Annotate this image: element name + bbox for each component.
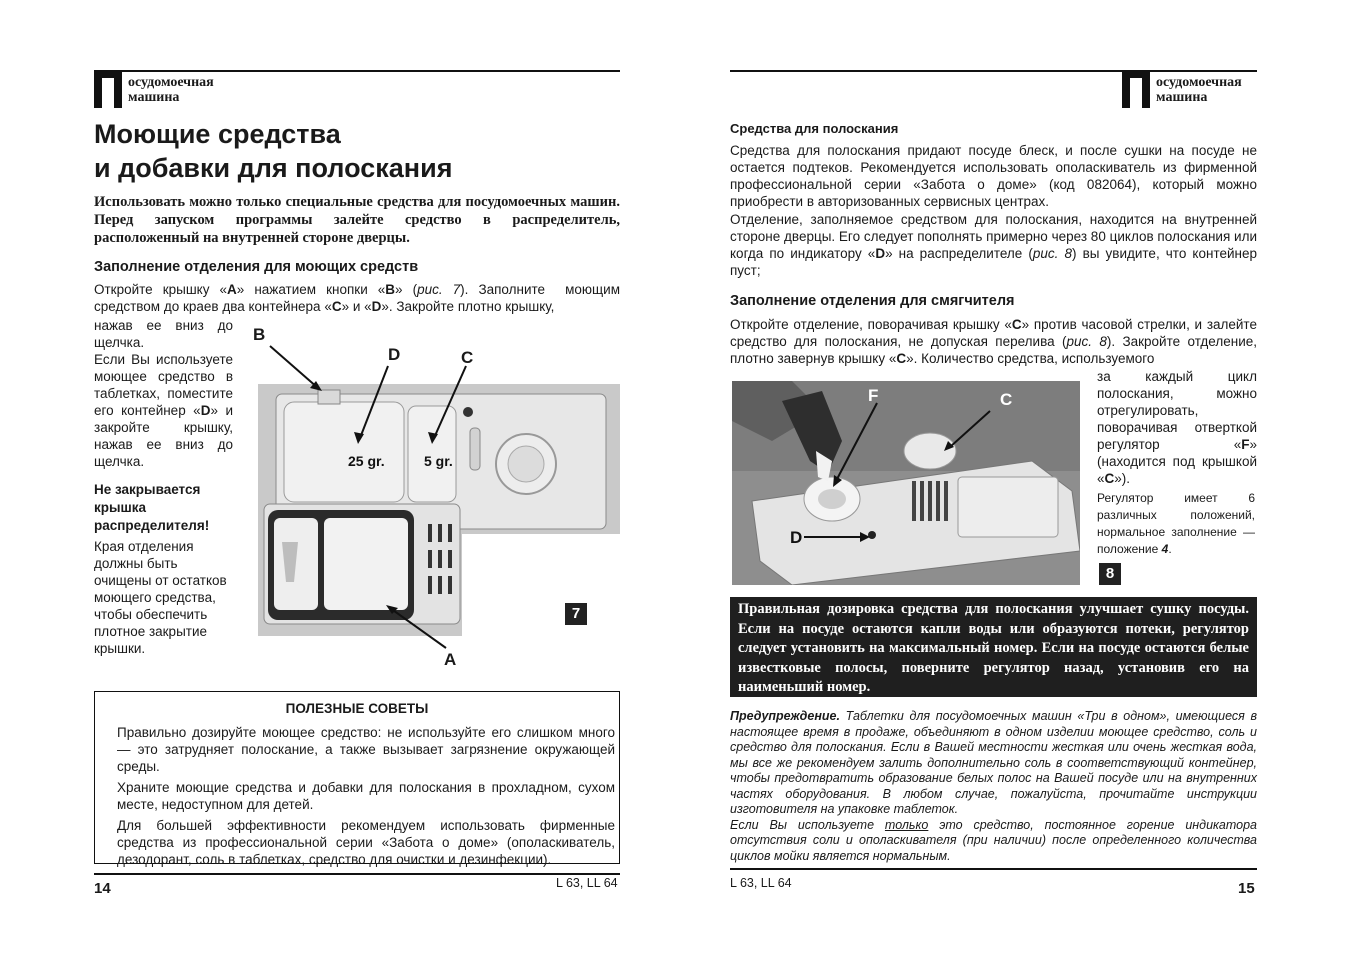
section-title: осудомоечная машина xyxy=(1156,75,1242,105)
label-c: C xyxy=(461,348,474,367)
section-title: осудомоечная машина xyxy=(128,75,214,105)
heading-detergent: Заполнение отделения для моющих средств xyxy=(94,259,419,275)
page-title: Моющие средства и добавки для полоскания xyxy=(94,119,453,183)
label-c: C xyxy=(1000,390,1013,409)
para-rinse-2: Отделение, заполняемое средством для полоскания, находится на внутренней стороне дверцы. Его следует пополнять примерно через 80 циклов полоскания или когда по индикатору «D» на распределителе (рис. 8) вы увидите, что контейнер пуст; xyxy=(730,212,1257,278)
header-rule xyxy=(94,70,620,72)
heading-softener: Заполнение отделения для смягчителя xyxy=(730,293,1015,309)
warning-heading: Не закрывается крышка распределителя! xyxy=(94,482,210,533)
footer-rule xyxy=(730,868,1257,870)
warning-text: Края отделения должны быть очищены от остатков моющего средства, чтобы обеспечить плотное закрытие крышки. xyxy=(94,539,227,656)
rinse-figure-8 xyxy=(732,381,1080,585)
label-f: F xyxy=(868,386,879,405)
label-25gr: 25 gr. xyxy=(348,453,385,469)
para-side: за каждый цикл полоскания, можно отрегулировать, поворачивая отверткой регулятор «F» (находится под крышкой «C»). xyxy=(1097,369,1257,486)
heading-rinse: Средства для полоскания xyxy=(730,121,899,136)
warning-text: Предупреждение. Таблетки для посудомоечных машин «Три в одном», имеющиеся в настоящее время в продаже, объединяют в одном изделии моющее средство, соль и средство для полоскания. Если в Вашей местности жесткая или очень жесткая вода, мы все же рекомендуем залить дополнительно соль в соответствующий контейнер, чтобы предотвратить образование белых полос на Вашей посуде или на внутренних частях оборудования. В любом случае, пожалуйста, прочитайте инструкции изготовителя на упаковке таблеток. Если Вы используете только это средство, постоянное горение индикатора отсутствия соли и ополаскивателя (при наличии) после определенного количества циклов мойки является нормальным. xyxy=(730,709,1258,863)
footer-rule xyxy=(94,873,620,875)
section-mark-icon xyxy=(94,72,122,108)
intro-text: Использовать можно только специальные средства для посудомоечных машин. Перед запуском программы залейте средство в распределитель, расположенный на внутренней стороне дверцы. xyxy=(94,194,620,246)
page-number: 15 xyxy=(1238,880,1255,897)
para-side: нажав ее вниз до щелчка. Если Вы используете моющее средство в таблетках, поместите его контейнер «D» и закройте крышку, нажав ее вниз до щелчка. xyxy=(94,318,233,469)
label-d: D xyxy=(790,528,803,547)
page-number: 14 xyxy=(94,880,111,897)
para-softener: Откройте отделение, поворачивая крышку «C» против часовой стрелки, и залейте средство для полоскания, не допуская перелива (рис. 8). Закройте отделение, плотно завернув крышку «C». Количество средства, используемого xyxy=(730,317,1258,366)
label-b: B xyxy=(253,325,266,344)
rinse-dispenser-drawing xyxy=(732,381,1080,585)
regulator-note: Регулятор имеет 6 различных положений, нормальное заполнение — положение 4. xyxy=(1097,491,1255,556)
para-rinse-1: Средства для полоскания придают посуде блеск, и после сушки на посуде не остается подтеков. Рекомендуется использовать ополаскиватель из фирменной профессиональной серии «Забота о доме» (код 082064), который можно приобрести в авторизованных сервисных центрах. xyxy=(730,143,1257,209)
tips-box xyxy=(94,691,620,867)
section-mark-icon xyxy=(1122,72,1150,108)
tip-item: Правильно дозируйте моющее средство: не используйте его слишком много — это затрудняет полоскание, а также вызывает загрязнение окружающей среды. xyxy=(117,725,615,774)
label-5gr: 5 gr. xyxy=(424,453,453,469)
model-label: L 63, LL 64 xyxy=(556,876,618,890)
right-page xyxy=(676,0,1351,954)
tip-item: Храните моющие средства и добавки для полоскания в прохладном, сухом месте, недоступном для детей. xyxy=(117,780,615,812)
figure-number-7: 7 xyxy=(565,603,587,625)
left-page xyxy=(0,0,675,954)
para-detergent: Откройте крышку «A» нажатием кнопки «B» (рис. 7). Заполните моющим средством до краев два контейнера «C» и «D». Закройте плотно крышку, xyxy=(94,282,620,314)
tip-item: Для большей эффективности рекомендуем использовать фирменные средства из профессиональной серии «Забота о доме» (ополаскиватель, дезодорант, соль в таблетках, средство для очистки и дезинфекции). xyxy=(117,818,615,867)
model-label: L 63, LL 64 xyxy=(730,876,792,890)
figure-number-8: 8 xyxy=(1099,563,1121,585)
label-a: A xyxy=(444,650,457,669)
rinse-dosage-note: Правильная дозировка средства для полоскания улучшает сушку посуды. Если на посуде остаются капли воды или образуются потеки, регулятор следует установить на максимальный номер. Если на посуде остаются белые известковые полосы, поверните регулятор назад, установив его на наименьший номер. xyxy=(730,597,1257,697)
tips-title: ПОЛЕЗНЫЕ СОВЕТЫ xyxy=(285,701,429,716)
header-rule xyxy=(730,70,1257,72)
label-d: D xyxy=(388,345,401,364)
